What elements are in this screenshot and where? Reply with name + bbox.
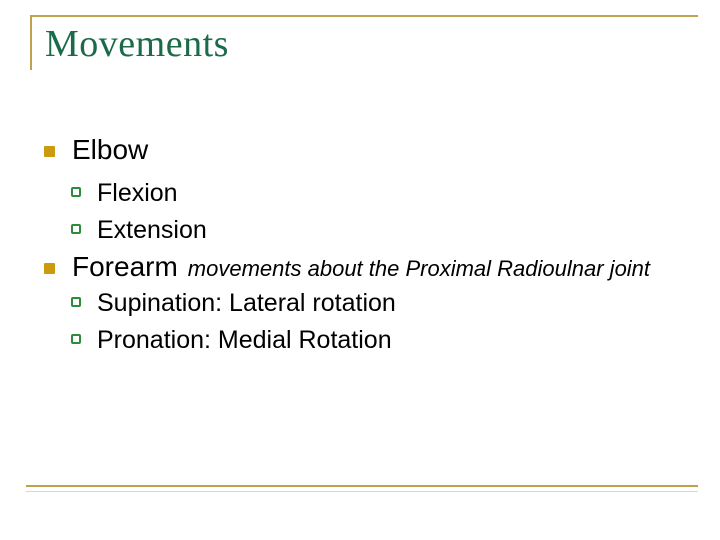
- level2-bullet-hollow-square-icon: [71, 187, 81, 197]
- title-rule-left: [30, 15, 32, 70]
- level2-bullet-hollow-square-icon: [71, 297, 81, 307]
- bullet-item-forearm: [44, 251, 650, 283]
- level1-bullet-square-icon: [44, 263, 55, 274]
- slide-title: Movements: [45, 23, 229, 65]
- title-rule-top: [30, 15, 698, 17]
- bullet-item-pronation: [71, 326, 392, 355]
- bullet-item-flexion: [71, 179, 178, 208]
- bullet-text: Supination: Lateral rotation: [97, 289, 396, 317]
- level2-bullet-hollow-square-icon: [71, 334, 81, 344]
- bullet-item-elbow: [44, 134, 148, 166]
- bullet-text: Forearm: [72, 251, 178, 282]
- level2-bullet-hollow-square-icon: [71, 224, 81, 234]
- bullet-text: Extension: [97, 216, 207, 244]
- level1-bullet-square-icon: [44, 146, 55, 157]
- bottom-rule-secondary: [26, 491, 698, 492]
- bullet-item-supination: [71, 289, 396, 318]
- bullet-text: Elbow: [72, 134, 149, 165]
- bullet-text: Pronation: Medial Rotation: [97, 326, 392, 354]
- bottom-rule: [26, 485, 698, 487]
- bullet-text: Flexion: [97, 179, 178, 207]
- bullet-item-extension: [71, 216, 207, 245]
- bullet-text-italic-suffix: movements about the Proximal Radioulnar joint: [187, 256, 651, 281]
